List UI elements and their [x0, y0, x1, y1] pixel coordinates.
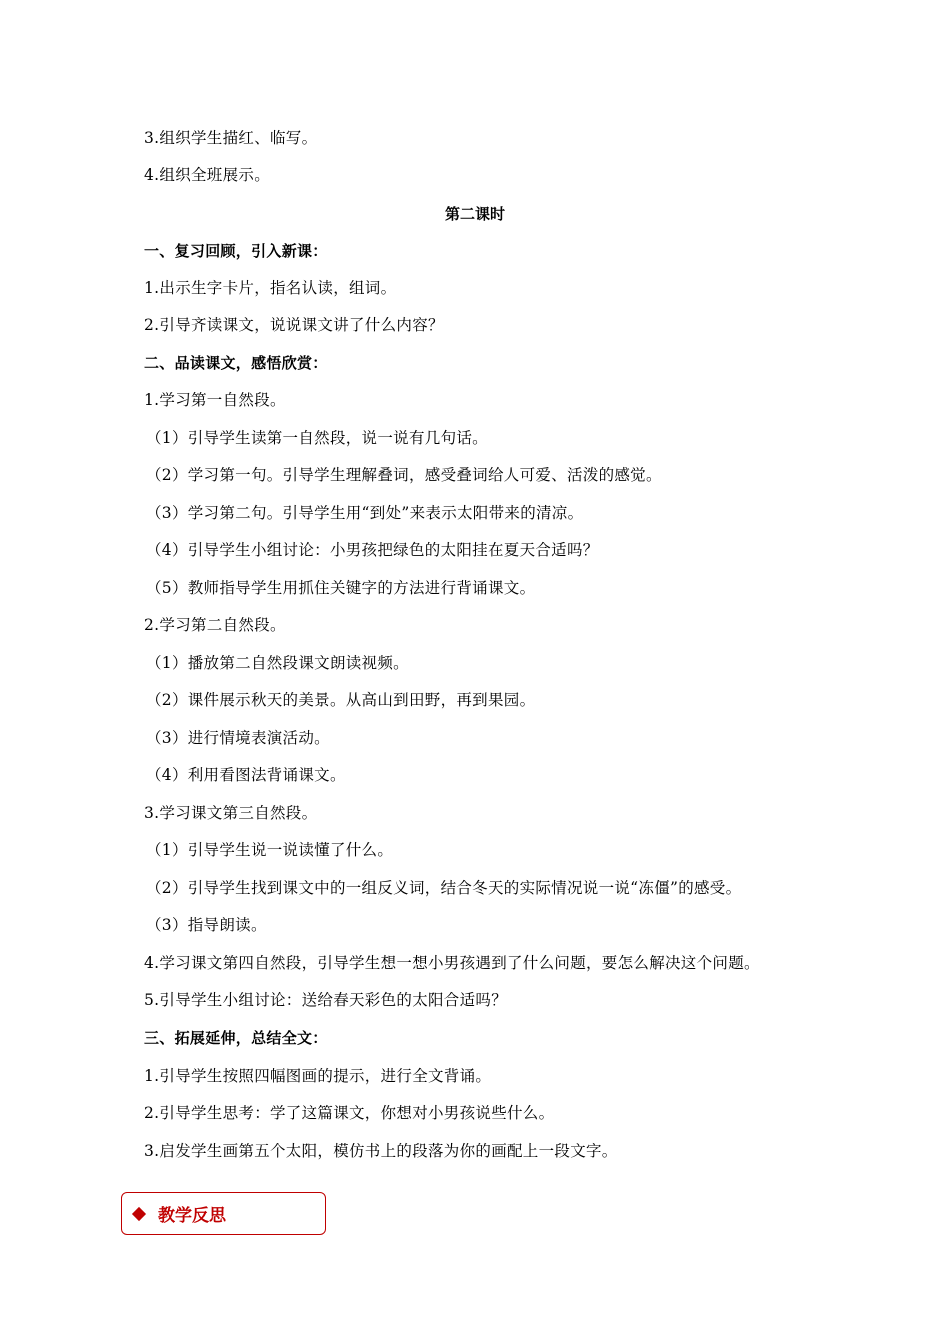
sub-step-line: （4）利用看图法背诵课文。: [146, 766, 346, 784]
step-line: 2.学习第二自然段。: [144, 616, 286, 634]
step-line: 3.学习课文第三自然段。: [144, 804, 318, 822]
step-line: 4.学习课文第四自然段，引导学生想一想小男孩遇到了什么问题，要怎么解决这个问题。: [144, 954, 760, 972]
step-line: 1.出示生字卡片，指名认读，组词。: [144, 279, 397, 297]
reflection-label: 教学反思: [158, 1206, 226, 1226]
part-heading: 三、拓展延伸，总结全文：: [144, 1029, 328, 1047]
step-line: 3.启发学生画第五个太阳，模仿书上的段落为你的画配上一段文字。: [144, 1142, 618, 1160]
part-heading: 二、品读课文，感悟欣赏：: [144, 354, 328, 372]
sub-step-line: （2）引导学生找到课文中的一组反义词，结合冬天的实际情况说一说“冻僵”的感受。: [146, 879, 742, 897]
step-line: 1.学习第一自然段。: [144, 391, 286, 409]
step-line: 4.组织全班展示。: [144, 166, 270, 184]
sub-step-line: （2）课件展示秋天的美景。从高山到田野，再到果园。: [146, 691, 536, 709]
reflection-section-header: [121, 1192, 326, 1235]
sub-step-line: （1）引导学生读第一自然段，说一说有几句话。: [146, 429, 488, 447]
diamond-icon: [132, 1206, 146, 1220]
sub-step-line: （4）引导学生小组讨论：小男孩把绿色的太阳挂在夏天合适吗？: [146, 541, 599, 559]
sub-step-line: （2）学习第一句。引导学生理解叠词，感受叠词给人可爱、活泼的感觉。: [146, 466, 662, 484]
step-line: 1.引导学生按照四幅图画的提示，进行全文背诵。: [144, 1067, 492, 1085]
sub-step-line: （3）指导朗读。: [146, 916, 267, 934]
sub-step-line: （5）教师指导学生用抓住关键字的方法进行背诵课文。: [146, 579, 536, 597]
part-heading: 一、复习回顾，引入新课：: [144, 242, 328, 260]
sub-step-line: （1）播放第二自然段课文朗读视频。: [146, 654, 409, 672]
step-line: 2.引导学生思考：学了这篇课文，你想对小男孩说些什么。: [144, 1104, 555, 1122]
sub-step-line: （3）学习第二句。引导学生用“到处”来表示太阳带来的清凉。: [146, 504, 584, 522]
section-title: 第二课时: [444, 205, 505, 223]
step-line: 2.引导齐读课文，说说课文讲了什么内容？: [144, 316, 444, 334]
sub-step-line: （1）引导学生说一说读懂了什么。: [146, 841, 394, 859]
step-line: 5.引导学生小组讨论：送给春天彩色的太阳合适吗？: [144, 991, 507, 1009]
step-line: 3.组织学生描红、临写。: [144, 129, 318, 147]
sub-step-line: （3）进行情境表演活动。: [146, 729, 330, 747]
